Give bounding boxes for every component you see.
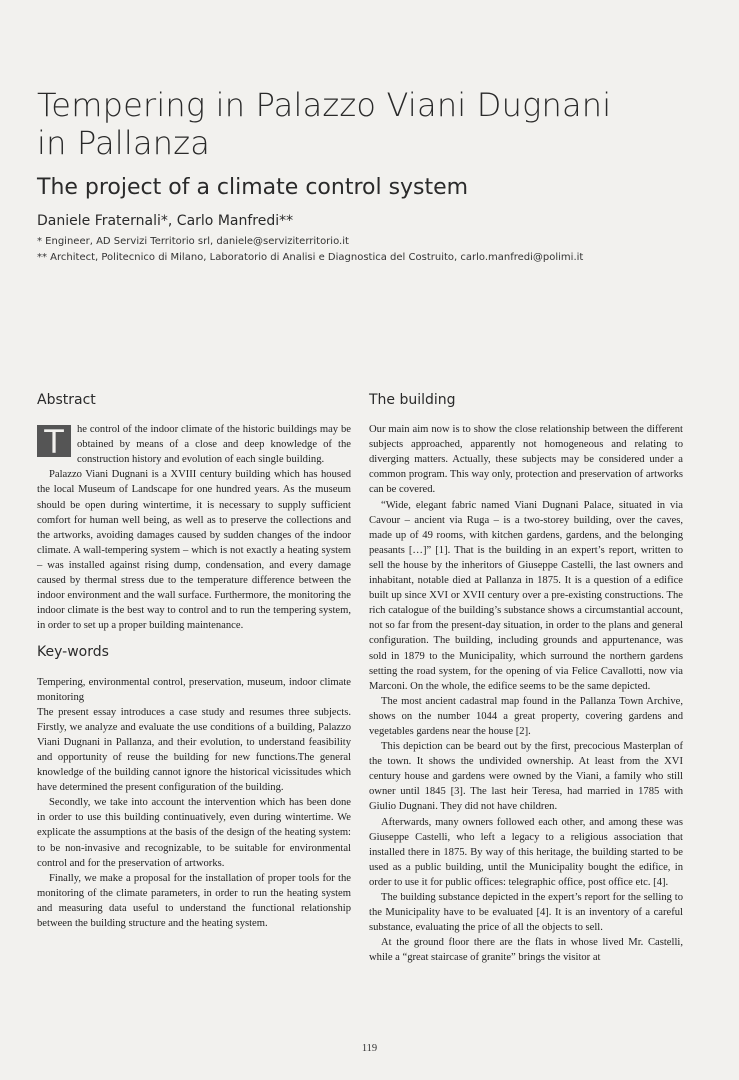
right-column [369,393,683,965]
page-number: 119 [361,1043,378,1054]
building-paragraph-5: Afterwards, many owners followed each other, and among these was Giuseppe Castelli, who left a legacy to a religious association that installed there in 1875. By way of this heritage, the building started to be used as a public building, until the Municipality bought the edifice, in order to use it for public offices: telegraphic office, post office etc. [4]. [369,816,683,888]
authors: Daniele Fraternali*, Carlo Manfredi** [37,213,294,229]
keywords-heading: Key-words [37,644,109,661]
building-paragraph-4: This depiction can be beard out by the first, precocious Masterplan of the town. It shows the undivided ownership. At least from the XVI century house and gardens were owned by the Viani, a family who still owner until 1845 [3]. The last heir Teresa, had married in 1785 with Giulio Dugnani. They did not have children. [369,741,683,813]
affiliation-1: * Engineer, AD Servizi Territorio srl, daniele@serviziterritorio.it [37,236,349,247]
left-column [37,393,351,931]
article-subtitle: The project of a climate control system [37,175,469,200]
building-heading: The building [369,392,456,408]
building-paragraph-7: At the ground floor there are the flats in whose lived Mr. Castelli, while a “great staircase of granite” brings the visitor at [369,937,683,964]
building-paragraph-3: The most ancient cadastral map found in the Pallanza Town Archive, shows on the number 1044 a great property, covering gardens and vegetables gardens near the house [2]. [369,695,683,737]
abstract-heading: Abstract [37,392,96,408]
abstract-paragraph-1 [37,422,351,467]
intro-paragraph-1: The present essay introduces a case study and resumes three subjects. Firstly, we analyze and evaluate the use conditions of a building, Palazzo Viani Dugnani in Pallanza, and their evolution, to understand feasibility and opportunity of reuse the building for new functions.The general knowledge of the building cannot ignore the historical vicissitudes which have determined the present configuration of the building. [37,706,351,794]
keywords-text: Tempering, environmental control, preservation, museum, indoor climate monitoring [37,676,351,703]
abstract-p1-text: he control of the indoor climate of the historic buildings may be obtained by means of a close and deep knowledge of the construction history and evolution of each single building. [77,424,351,466]
affiliation-2: ** Architect, Politecnico di Milano, Laboratorio di Analisi e Diagnostica del Costruito, carlo.manfredi@polimi.it [37,252,584,263]
building-paragraph-1: Our main aim now is to show the close relationship between the different subjects approached, apparently not homogeneous and relating to diverging matters. Actually, these subjects may be considered under a common program. This way only, protection and preservation of artworks can be covered. [369,424,683,496]
drop-cap: T [37,425,71,457]
intro-paragraph-2: Secondly, we take into account the intervention which has been done in order to use this building continuatively, even during wintertime. We explicate the assumptions at the basis of the design of the heating system: to be non-invasive and recognizable, to be suitable for environmental control and for the preservation of artworks. [37,797,351,869]
article-title [37,86,697,162]
intro-paragraph-3: Finally, we make a proposal for the installation of proper tools for the monitoring of the climate parameters, in order to run the heating system and measuring data useful to understand the functional relationship between the building structure and the heating system. [37,872,351,929]
building-paragraph-6: The building substance depicted in the expert’s report for the selling to the Municipality have to be evaluated [4]. It is an inventory of a careful substance, evaluating the price of all the objects to sell. [369,892,683,934]
title-line-1: Tempering in Palazzo Viani Dugnani [37,86,612,124]
building-paragraph-2: “Wide, elegant fabric named Viani Dugnani Palace, situated in via Cavour – ancient via Ruga – is a two-storey building, over the caves, made up of 49 rooms, with kitchen gardens, gardens, and the belonging peasants […]” [1]. That is the building in an expert’s report, written to sell the house by the inheritors of Giuseppe Castelli, the last owners and inhabitant, notable died at Pallanza in 1875. It is a question of a edifice built up since XVI or XVII century over a pre-existing constructions. The rich catalogue of the building’s substance shows a circumstantial account, not so far from the present-day situation, in order to the plans and general configuration. The building, including grounds and appurtenance, was sold in 1879 to the Municipality, which surround the northern gardens setting the road system, for the opening of via Felice Cavallotti, now via Marconi. On the whole, the edifice seems to be the same depicted. [369,499,683,692]
abstract-paragraph-2: Palazzo Viani Dugnani is a XVIII century building which has housed the local Museum of Landscape for one hundred years. As the museum should be open during wintertime, it is necessary to supply sufficient comfort for human well being, as well as to preserve the collections and the artworks, avoiding damages caused by sudden changes of the indoor climate. A wall-tempering system – which is not exactly a heating system – was installed against rising dump, condensation, and every damage caused by thermal stress due to the temperature difference between the indoor environment and the wall surface. Furthermore, the monitoring the indoor climate is the best way to control and to run the tempering system, in order to set up a proper building maintenance. [37,469,351,632]
title-line-2: in Pallanza [37,124,211,162]
